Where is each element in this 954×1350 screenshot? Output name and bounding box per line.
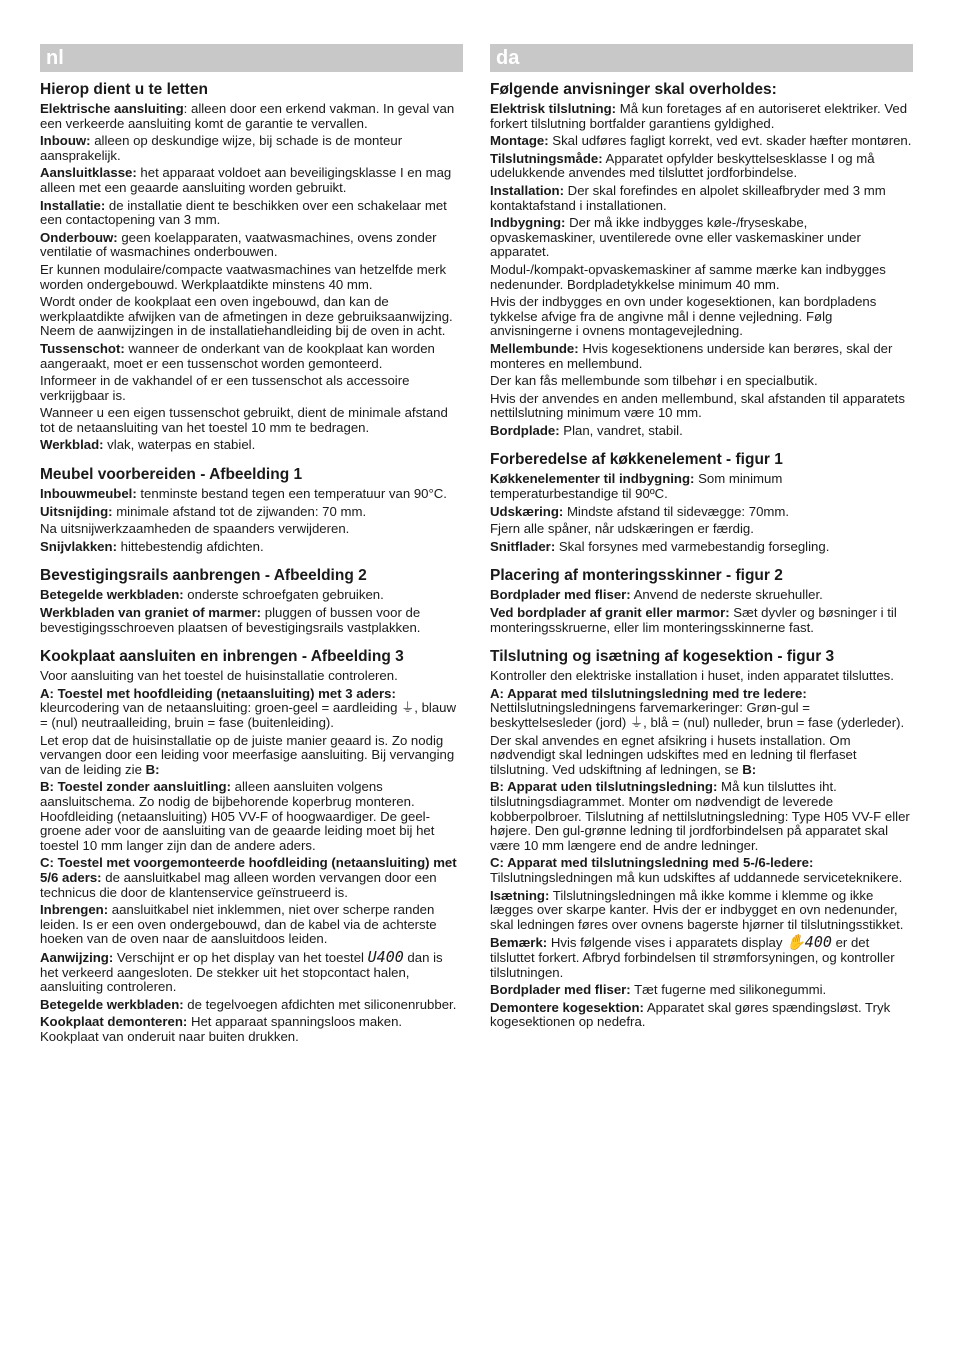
paragraph	[490, 374, 913, 389]
paragraph	[490, 342, 913, 371]
column-dutch	[40, 44, 463, 1047]
paragraph	[490, 263, 913, 292]
paragraph-text: Er kunnen modulaire/compacte vaatwasmachines van hetzelfde merk worden ondergebouwd. Werkplaatdikte minstens 40 mm.	[40, 261, 447, 292]
section-heading: Meubel voorbereiden - Afbeelding 1	[40, 466, 303, 484]
paragraph-text: de installatie dient te beschikken over een schakelaar met een contactopening van 3 mm.	[40, 197, 447, 228]
term-label: Ved bordplader af granit eller marmor:	[490, 605, 730, 621]
section-heading: Placering af monteringsskinner - figur 2	[490, 567, 783, 585]
paragraph-text-continued: er det tilsluttet forkert. Afbryd forbindelsen til strømforsyningen, og kontroller tilslutningen.	[490, 935, 895, 980]
paragraph	[40, 199, 463, 228]
paragraph-text: Nettilslutningsledningens farvemarkeringer: Grøn-gul = beskyttelsesleder (jord) ⏚, blå = (nul) nulleder, brun = fase (yderleder).	[490, 700, 905, 730]
paragraph-text: Anvend de nederste skruehuller.	[630, 587, 823, 603]
paragraph	[490, 687, 913, 731]
paragraph	[40, 295, 463, 339]
paragraph	[40, 166, 463, 195]
paragraph-text: Wanneer u een eigen tussenschot gebruikt, dient de minimale afstand tot de netaansluiting van het toestel 10 mm te bedragen.	[40, 405, 448, 435]
display-code: ✋400	[786, 933, 832, 952]
paragraph-text: Hvis der indbygges en ovn under kogesektionen, kan bordpladens tykkelse afvige fra de angivne mål i denne vejledning. Følg anvisningerne i ovnens montagevejledning.	[490, 294, 877, 339]
term-label: Betegelde werkbladen:	[40, 587, 184, 603]
paragraph-text: Informeer in de vakhandel of er een tussenschot als accessoire verkrijgbaar is.	[40, 373, 410, 403]
term-label: Werkblad:	[40, 437, 104, 453]
paragraph	[40, 734, 463, 778]
term-label: Bordplader med fliser:	[490, 587, 631, 603]
paragraph-text: onderste schroefgaten gebruiken.	[183, 587, 384, 603]
paragraph-text: Må kun tilsluttes iht. tilslutningsdiagrammet. Monter om nødvendigt de leverede kobberpolbroer. Tilslutning af nettilslutningsledning: Type H05 VV-F eller højere. Den gul-grønne ledning til jordforbindelsen på apparatet skal være 10 mm længere end de andre ledninger.	[490, 779, 910, 853]
paragraph-text: Modul-/kompakt-opvaskemaskiner af samme mærke kan indbygges nedenunder. Bordpladetykkelse minimum 40 mm.	[490, 261, 886, 292]
paragraph-text: Verschijnt er op het display van het toestel	[113, 949, 368, 965]
paragraph	[40, 438, 463, 453]
section-heading: Forberedelse af køkkenelement - figur 1	[490, 451, 783, 469]
paragraph	[40, 903, 463, 947]
paragraph-text: hittebestendig afdichten.	[116, 538, 264, 554]
paragraph	[490, 522, 913, 537]
paragraph	[490, 505, 913, 520]
section-heading: Kookplaat aansluiten en inbrengen - Afbeelding 3	[40, 648, 404, 666]
paragraph-text: alleen aansluiten volgens aansluitschema. Zo nodig de bijbehorende koperbrug monteren. Hoofdleiding (netaansluiting) H05 VV-F of hoogwaardiger. De geel-groene ader voor de aansluiting van de geaarde leiding moet bij het toestel 10 mm langer zijn dan de andere aders.	[40, 779, 435, 853]
paragraph	[490, 935, 913, 980]
term-label: Werkbladen van graniet of marmer:	[40, 605, 262, 621]
term-label: Elektrisk tilslutning:	[490, 101, 617, 116]
term-label: Tussenschot:	[40, 340, 125, 356]
term-label: Tilslutningsmåde:	[490, 150, 603, 166]
paragraph	[490, 606, 913, 635]
paragraph-text: Apparatet skal gøres spændingsløst. Tryk kogesektionen op nedefra.	[490, 999, 891, 1030]
paragraph	[40, 606, 463, 635]
term-label: Udskæring:	[490, 503, 564, 519]
paragraph	[490, 540, 913, 555]
term-label: Isætning:	[490, 887, 550, 903]
term-label: Montage:	[490, 133, 549, 149]
paragraph-text: wanneer de onderkant van de kookplaat kan worden aangeraakt, moet er een tussenschot worden gemonteerd.	[40, 340, 435, 371]
section-heading: Hierop dient u te letten	[40, 81, 208, 98]
paragraph-text: Må kun foretages af en autoriseret elektriker. Ved forkert tilslutning bortfalder garantiens gyldighed.	[490, 101, 908, 131]
paragraph	[490, 889, 913, 933]
term-label: Inbouw:	[40, 133, 91, 149]
paragraph	[490, 856, 913, 885]
paragraph-text: Hvis kogesektionens underside kan berøres, skal der monteres en mellembund.	[490, 340, 893, 371]
paragraph	[40, 687, 463, 731]
paragraph	[490, 152, 913, 181]
paragraph-text: Hvis der anvendes en anden mellembund, skal afstanden til apparatets nettilslutning minimum være 10 mm.	[490, 390, 905, 421]
paragraph-text: geen koelapparaten, vaatwasmachines, ovens zonder ventilatie of wasmachines onderbouwen.	[40, 229, 437, 260]
paragraph-text: alleen op deskundige wijze, bij schade is de monteur aansprakelijk.	[40, 133, 403, 163]
term-label: B: Toestel zonder aansluitling:	[40, 779, 231, 795]
paragraph	[40, 540, 463, 555]
sections-nl	[40, 80, 463, 1044]
paragraph	[490, 669, 913, 684]
paragraph-text: aansluitkabel niet inklemmen, niet over scherpe randen leiden. Is er een oven ondergebouwd, dan de kabel via de achterste hoeken van de oven naar de aansluitdoos leiden.	[40, 902, 437, 947]
section-heading: Bevestigingsrails aanbrengen - Afbeelding 2	[40, 567, 367, 585]
paragraph	[490, 734, 913, 778]
column-danish	[490, 44, 913, 1033]
paragraph-text: Skal forsynes med varmebestandig forsegling.	[555, 538, 830, 554]
paragraph	[40, 487, 463, 502]
term-label: C: Toestel met voorgemonteerde hoofdleiding (netaansluiting) met 5/6 aders:	[40, 855, 457, 885]
paragraph	[40, 1015, 463, 1044]
paragraph-text: de tegelvoegen afdichten met siliconenrubber.	[183, 996, 457, 1012]
term-label: Bemærk:	[490, 935, 548, 951]
term-label: Inbrengen:	[40, 902, 109, 918]
paragraph	[490, 1001, 913, 1030]
paragraph	[490, 983, 913, 998]
paragraph	[40, 947, 463, 995]
paragraph-text: Het apparaat spanningsloos maken. Kookplaat van onderuit naar buiten drukken.	[40, 1014, 403, 1044]
paragraph	[490, 588, 913, 603]
paragraph	[490, 392, 913, 421]
term-label: Indbygning:	[490, 215, 566, 231]
display-code: U400	[367, 947, 404, 966]
paragraph	[40, 231, 463, 260]
paragraph	[40, 406, 463, 435]
reference-label: B:	[145, 761, 160, 777]
paragraph	[40, 998, 463, 1013]
language-bar-nl: nl	[40, 44, 463, 72]
language-bar-da: da	[490, 44, 913, 72]
paragraph-text: Na uitsnijwerkzaamheden de spaanders verwijderen.	[40, 521, 350, 537]
paragraph-text: het apparaat voldoet aan beveiligingsklasse I en mag alleen met een geaarde aansluiting worden gebruikt.	[40, 165, 452, 195]
section-heading: Følgende anvisninger skal overholdes:	[490, 81, 777, 98]
term-label: B: Apparat uden tilslutningsledning:	[490, 779, 718, 795]
paragraph-text: Wordt onder de kookplaat een oven ingebouwd, dan kan de werkplaatdikte afwijken van de afmetingen in deze gebruiksaanwijzing. Neem de aanwijzingen in de installatiehandleiding bij de oven in acht.	[40, 294, 453, 339]
term-label: Bordplader med fliser:	[490, 982, 631, 998]
term-label: A: Toestel met hoofdleiding (netaansluiting) met 3 aders:	[40, 685, 396, 701]
paragraph-text: Hvis følgende vises i apparatets display	[547, 935, 787, 951]
paragraph	[40, 669, 463, 684]
reference-label: B:	[742, 761, 757, 777]
paragraph-text: Tilslutningsledningen må ikke komme i klemme og ikke lægges over skarpe kanter. Hvis der er indbygget en ovn nedenunder, skal ledningen føres over ovnens bagerste hjørner til tilslutningsstikket.	[490, 887, 904, 932]
paragraph	[490, 102, 913, 131]
paragraph-text: Plan, vandret, stabil.	[559, 422, 683, 438]
paragraph	[490, 295, 913, 339]
term-label: Mellembunde:	[490, 340, 579, 356]
paragraph-text: kleurcodering van de netaansluiting: groen-geel = aardleiding ⏚, blauw = (nul) neutraalleiding, bruin = fase (buitenleiding).	[40, 700, 457, 730]
term-label: Demontere kogesektion:	[490, 999, 644, 1015]
paragraph	[40, 102, 463, 131]
paragraph-text: Apparatet opfylder beskyttelsesklasse I og må udelukkende anvendes med tilsluttet jordforbindelse.	[490, 150, 875, 181]
paragraph-text: Tæt fugerne med silikonegummi.	[630, 982, 827, 998]
paragraph-text: minimale afstand tot de zijwanden: 70 mm.	[112, 503, 367, 519]
term-label: Køkkenelementer til indbygning:	[490, 471, 695, 487]
term-label: Snijvlakken:	[40, 538, 117, 554]
term-label: C: Apparat med tilslutningsledning med 5-/6-ledere:	[490, 855, 814, 871]
paragraph	[40, 522, 463, 537]
paragraph	[490, 472, 913, 501]
paragraph-text: Skal udføres fagligt korrekt, ved evt. skader hæfter montøren.	[548, 133, 912, 149]
paragraph-text: Kontroller den elektriske installation i huset, inden apparatet tilsluttes.	[490, 668, 894, 684]
paragraph-text: de aansluitkabel mag alleen worden vervangen door een technicus die door de klantenservice geïnstrueerd is.	[40, 869, 437, 900]
term-label: Elektrische aansluiting	[40, 101, 184, 116]
paragraph-text-continued: dan is het verkeerd aangesloten. De stekker uit het stopcontact halen, aansluiting controleren.	[40, 949, 443, 995]
paragraph	[490, 134, 913, 149]
term-label: Bordplade:	[490, 422, 560, 438]
paragraph	[40, 263, 463, 292]
paragraph-text: vlak, waterpas en stabiel.	[103, 437, 256, 453]
section-heading: Tilslutning og isætning af kogesektion - figur 3	[490, 648, 835, 666]
paragraph-text: Fjern alle spåner, når udskæringen er færdig.	[490, 521, 754, 537]
paragraph	[490, 184, 913, 213]
paragraph-text: Mindste afstand til sidevægge: 70mm.	[563, 503, 790, 519]
paragraph	[40, 342, 463, 371]
paragraph-text: tenminste bestand tegen een temperatuur van 90°C.	[136, 486, 447, 502]
term-label: Inbouwmeubel:	[40, 486, 137, 502]
paragraph-text: Som minimum temperaturbestandige til 90ºC.	[490, 471, 783, 502]
paragraph-text: pluggen of bussen voor de bevestigingsschroeven plaatsen of bevestigingsrails vastplakken.	[40, 605, 421, 635]
paragraph	[40, 780, 463, 853]
paragraph	[490, 216, 913, 260]
paragraph	[40, 505, 463, 520]
paragraph-text: Der må ikke indbygges køle-/fryseskabe, opvaskemaskiner, uventilerede ovne eller vaskemaskiner under apparatet.	[490, 215, 861, 260]
term-label: Installatie:	[40, 197, 106, 213]
paragraph-text: Der kan fås mellembunde som tilbehør i en specialbutik.	[490, 373, 818, 389]
term-label: Aanwijzing:	[40, 949, 114, 965]
paragraph	[40, 588, 463, 603]
term-label: Onderbouw:	[40, 229, 118, 245]
term-label: Kookplaat demonteren:	[40, 1014, 188, 1030]
term-label: Betegelde werkbladen:	[40, 996, 184, 1012]
sections-da	[490, 80, 913, 1030]
paragraph	[40, 856, 463, 900]
term-label: Uitsnijding:	[40, 503, 113, 519]
paragraph-text: Tilslutningsledningen må kun udskiftes af uddannede serviceteknikere.	[490, 869, 903, 885]
paragraph-text: Voor aansluiting van het toestel de huisinstallatie controleren.	[40, 668, 398, 684]
paragraph	[490, 780, 913, 853]
term-label: Installation:	[490, 182, 564, 198]
paragraph-text: Sæt dyvler og bøsninger i til monteringsskruerne, eller lim monteringsskinnerne fast.	[490, 605, 897, 635]
paragraph	[40, 134, 463, 163]
term-label: Snitflader:	[490, 538, 556, 554]
paragraph-text: Der skal anvendes en egnet afsikring i husets installation. Om nødvendigt skal ledningen udskiftes med en ledning til flerfaset tilslutning. Ved udskiftning af ledningen, se	[490, 732, 857, 777]
term-label: A: Apparat med tilslutningsledning med tre ledere:	[490, 685, 807, 701]
paragraph-text: Let erop dat de huisinstallatie op de juiste manier geaard is. Zo nodig vervangen door een leiding voor meerfasige aansluiting. Bij vervanging van de leiding zie	[40, 732, 455, 777]
paragraph-text: Der skal forefindes en alpolet skilleafbryder med 3 mm kontaktafstand i installationen.	[490, 182, 886, 213]
term-label: Aansluitklasse:	[40, 165, 137, 181]
paragraph-text: : alleen door een erkend vakman. In geval van een verkeerde aansluiting komt de garantie te vervallen.	[40, 101, 455, 131]
paragraph	[490, 424, 913, 439]
paragraph	[40, 374, 463, 403]
